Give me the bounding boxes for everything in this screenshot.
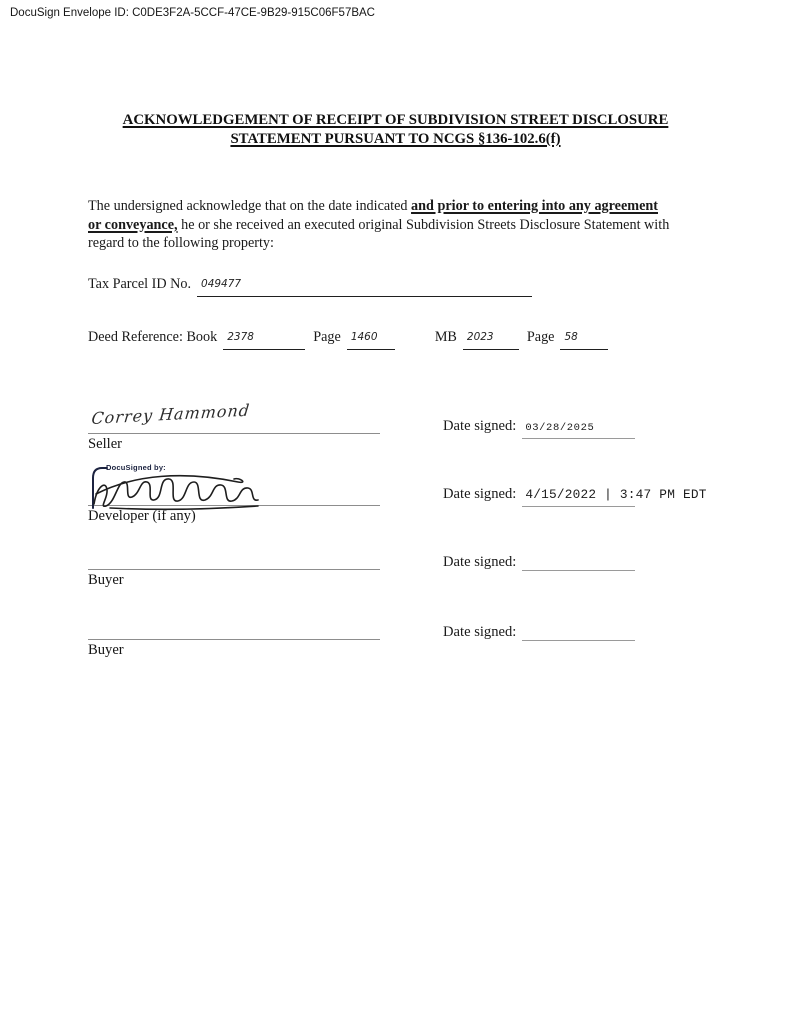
buyer2-date-row	[443, 624, 635, 641]
intro-paragraph	[88, 197, 728, 253]
intro-line2-bold: or conveyance,	[88, 216, 178, 233]
mb-page-value: 58	[564, 331, 578, 343]
tax-parcel-value: 049477	[201, 278, 242, 290]
buyer2-signature-line	[88, 622, 380, 640]
buyer1-date-row	[443, 554, 635, 571]
intro-line2-normal: he or she received an executed original Subdivision Streets Disclosure Statement with	[177, 216, 670, 233]
buyer2-date-label: Date signed:	[443, 624, 517, 640]
seller-date-row	[443, 418, 635, 439]
buyer1-signature-line	[88, 552, 380, 570]
deed-reference-row	[88, 329, 608, 350]
developer-signature-scribble	[90, 470, 265, 516]
mb-page-label: Page	[526, 329, 555, 345]
seller-signature: Correy Hammond	[90, 400, 252, 428]
buyer1-signature-block	[88, 552, 380, 589]
developer-date-row	[443, 486, 707, 507]
intro-line1-bold: and prior to entering into any agreement	[411, 198, 658, 214]
developer-signature-block	[88, 462, 380, 525]
buyer2-signature-block	[88, 622, 380, 659]
developer-date-label: Date signed:	[443, 486, 517, 502]
deed-page-value: 1460	[350, 331, 378, 343]
seller-date-value: 03/28/2025	[525, 422, 595, 434]
seller-signature-block	[88, 400, 380, 453]
buyer1-date-line	[522, 555, 635, 571]
mb-field-line	[463, 330, 519, 350]
deed-page-label: Page	[313, 329, 341, 345]
buyer2-role-label: Buyer	[88, 642, 124, 658]
buyer2-date-value	[522, 632, 525, 636]
developer-date-value: 4/15/2022 | 3:47 PM EDT	[525, 487, 707, 502]
document-title	[0, 111, 791, 149]
developer-role-label: Developer (if any)	[88, 508, 196, 524]
intro-line1-normal: The undersigned acknowledge that on the date indicated	[88, 198, 412, 214]
tax-parcel-row	[88, 276, 532, 297]
mb-value: 2023	[466, 331, 494, 343]
mb-page-field-line	[560, 330, 608, 350]
buyer1-role-label: Buyer	[88, 572, 124, 588]
deed-page-field-line	[347, 330, 395, 350]
docusign-envelope-id: DocuSign Envelope ID: C0DE3F2A-5CCF-47CE-9B29-915C06F57BAC	[10, 7, 375, 19]
deed-reference-label: Deed Reference: Book	[88, 329, 218, 345]
deed-book-value: 2378	[227, 331, 254, 343]
seller-signature-line	[88, 400, 380, 434]
seller-date-line	[522, 419, 635, 439]
seller-date-label: Date signed:	[443, 418, 517, 434]
tax-parcel-field-line	[197, 277, 532, 297]
buyer1-date-label: Date signed:	[443, 554, 517, 570]
developer-date-line	[522, 487, 707, 507]
buyer1-date-value	[522, 562, 525, 566]
tax-parcel-label: Tax Parcel ID No.	[88, 276, 192, 292]
document-title-line1: ACKNOWLEDGEMENT OF RECEIPT OF SUBDIVISION STREET DISCLOSURE	[122, 112, 669, 128]
deed-book-field-line	[223, 330, 305, 350]
intro-line3: regard to the following property:	[88, 235, 274, 252]
mb-label: MB	[434, 329, 457, 345]
developer-signature-line	[88, 462, 380, 506]
docusigned-by-label: DocuSigned by:	[106, 463, 166, 472]
seller-role-label: Seller	[88, 436, 123, 452]
document-title-line2: STATEMENT PURSUANT TO NCGS §136-102.6(f)	[230, 131, 561, 147]
buyer2-date-line	[522, 625, 635, 641]
